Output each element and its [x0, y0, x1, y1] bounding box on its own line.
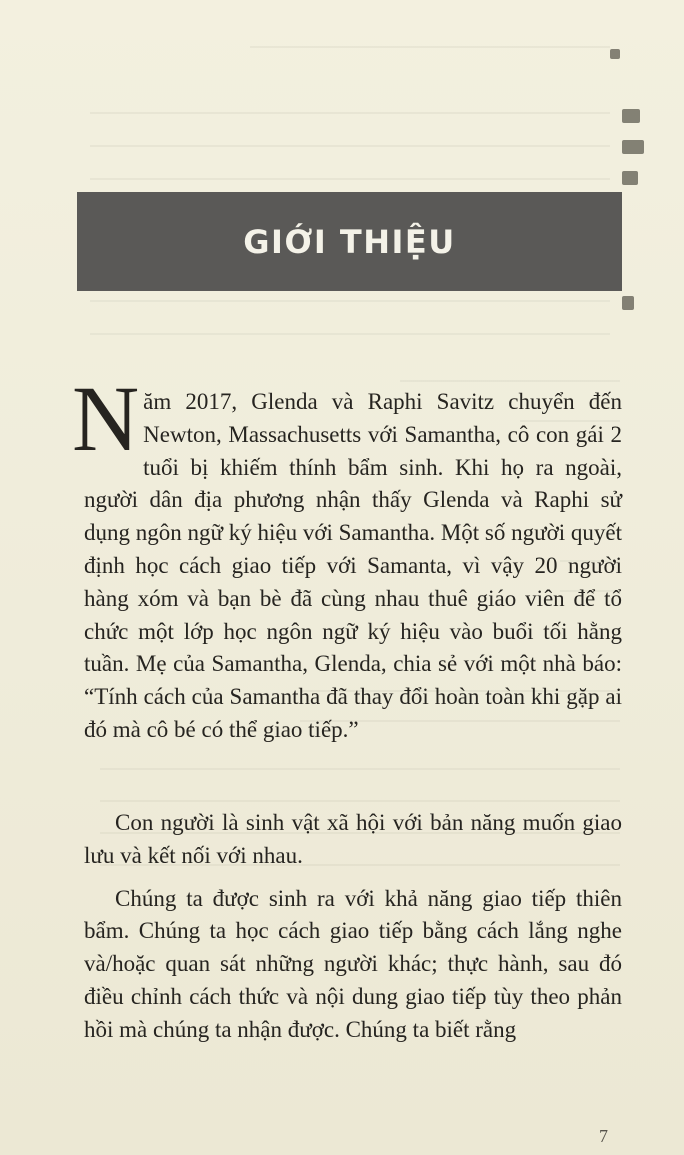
paragraph-intro-text: ăm 2017, Glenda và Raphi Savitz chuyển đến Newton, Massachusetts với Samantha, cô con gái 2 tuổi bị khiếm thính bẩm sinh. Khi họ ra ngoài, người dân địa phương nhận thấy Glenda và Raphi sử dụng ngôn ngữ ký hiệu với Samantha. Một số người quyết định học cách giao tiếp với Samanta, vì vậy 20 người hàng xóm và bạn bè đã cùng nhau thuê giáo viên để tổ chức một lớp học ngôn ngữ ký hiệu vào buổi tối hằng tuần. Mẹ của Samantha, Glenda, chia sẻ với một nhà báo: “Tính cách của Samantha đã thay đổi hoàn toàn khi gặp ai đó mà cô bé có thể giao tiếp.” [84, 389, 622, 742]
drop-cap: N [72, 368, 140, 471]
chapter-banner [77, 192, 622, 291]
body-text [72, 368, 622, 1047]
page-number: 7 [599, 1126, 608, 1146]
paragraph-innate-communication: Chúng ta được sinh ra với khả năng giao tiếp thiên bẩm. Chúng ta học cách giao tiếp bằng cách lắng nghe và/hoặc quan sát những người khác; thực hành, sau đó điều chỉnh cách thức và nội dung giao tiếp tùy theo phản hồi mà chúng ta nhận được. Chúng ta biết rằng [84, 885, 622, 1042]
paragraph-social-beings: Con người là sinh vật xã hội với bản năng muốn giao lưu và kết nối với nhau. [84, 810, 622, 868]
paragraph-intro [72, 368, 622, 797]
chapter-title: GIỚI THIỆU [243, 222, 456, 261]
